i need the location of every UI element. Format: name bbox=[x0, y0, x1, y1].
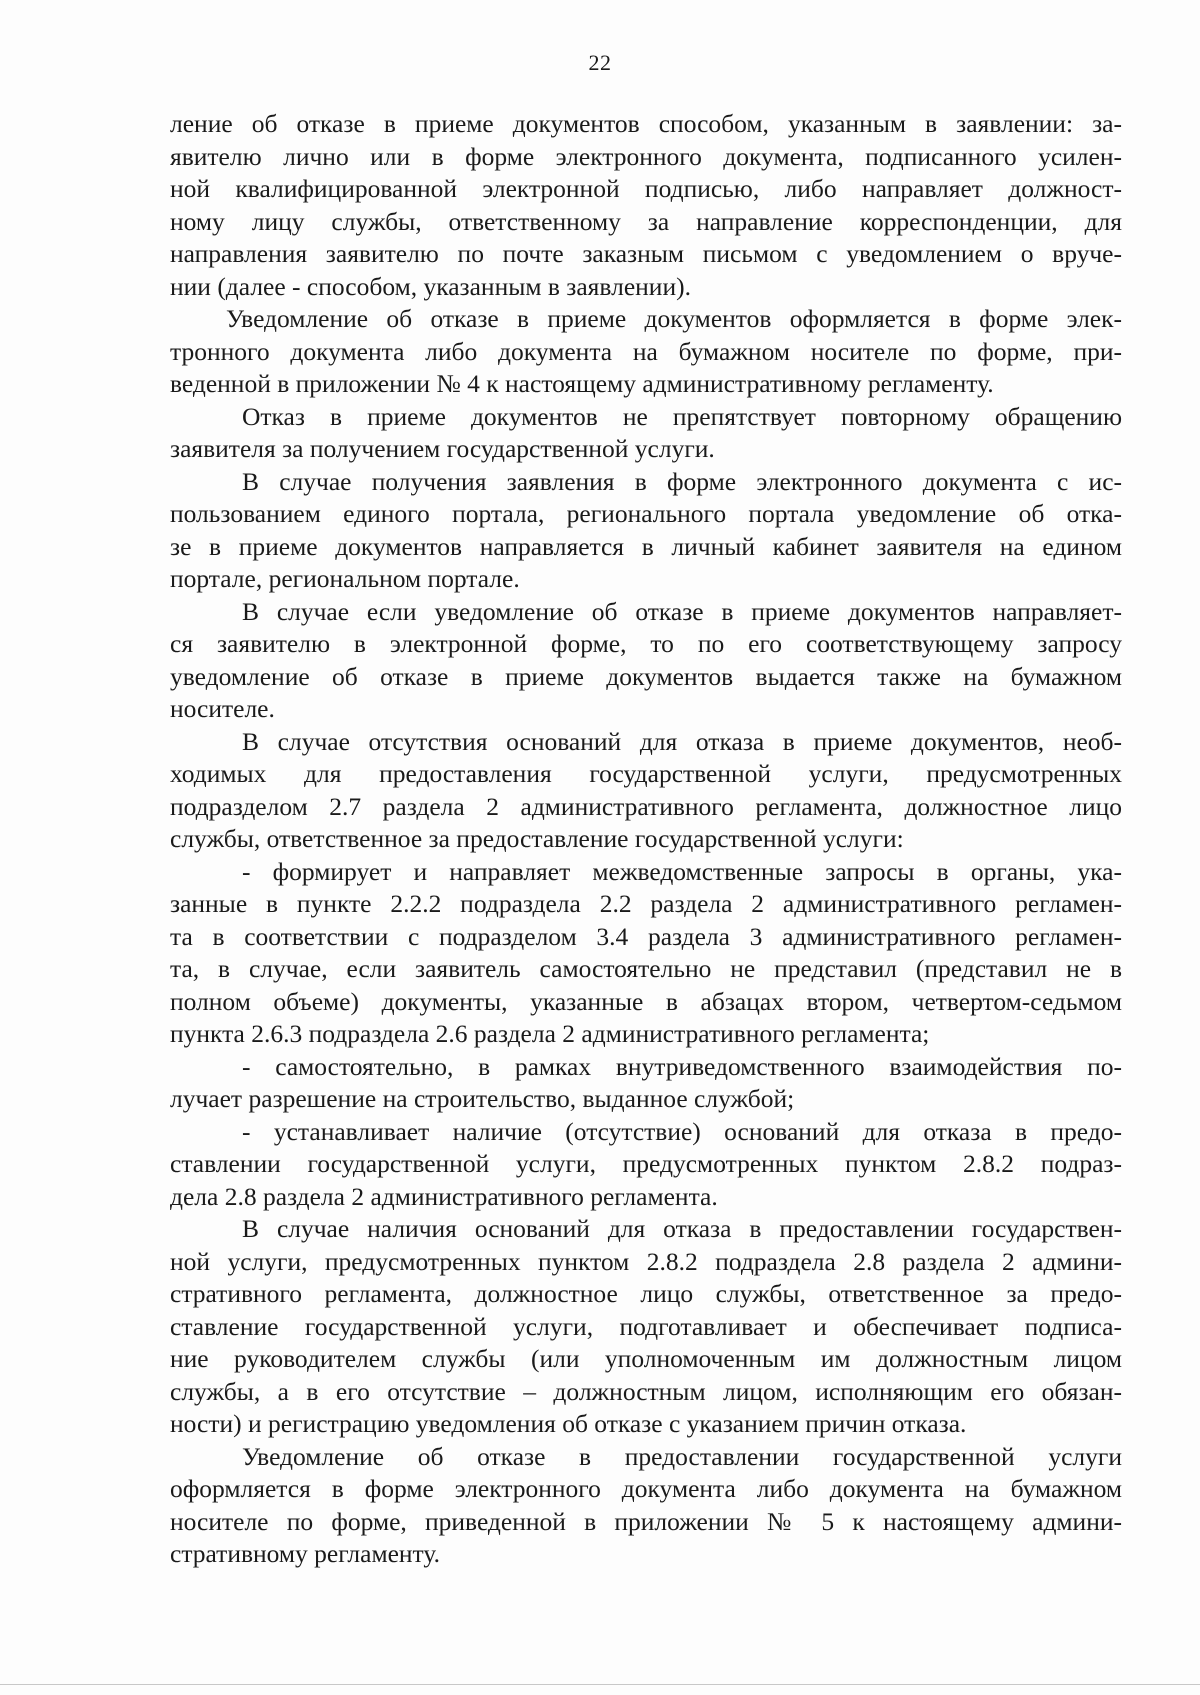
text-line: явителю лично или в форме электронного документа, подписанного усилен- bbox=[170, 141, 1122, 171]
text-line: зе в приеме документов направляется в личный кабинет заявителя на едином bbox=[170, 531, 1122, 561]
text-line: ной квалифицированной электронной подписью, либо направляет должност- bbox=[170, 174, 1122, 203]
text-line: службы, ответственное за предоставление государственной услуги: bbox=[170, 824, 904, 853]
text-line: - устанавливает наличие (отсутствие) оснований для отказа в предо- bbox=[242, 1116, 1122, 1146]
text-line: нии (далее - способом, указанным в заявлении). bbox=[170, 271, 691, 301]
text-line: В случае отсутствия оснований для отказа в приеме документов, необ- bbox=[242, 726, 1122, 756]
text-line: ной услуги, предусмотренных пунктом 2.8.2 подраздела 2.8 раздела 2 админи- bbox=[170, 1246, 1122, 1276]
text-line: Уведомление об отказе в предоставлении государственной услуги bbox=[242, 1441, 1122, 1471]
text-line: полном объеме) документы, указанные в абзацах втором, четвертом-седьмом bbox=[170, 986, 1122, 1016]
text-line: ставление государственной услуги, подготавливает и обеспечивает подписа- bbox=[170, 1311, 1122, 1341]
text-line: ние руководителем службы (или уполномоченным им должностным лицом bbox=[170, 1344, 1122, 1373]
text-line: портале, региональном портале. bbox=[170, 564, 520, 593]
text-line: В случае наличия оснований для отказа в предоставлении государствен- bbox=[242, 1214, 1122, 1243]
text-line: службы, а в его отсутствие – должностным лицом, исполняющим его обязан- bbox=[170, 1376, 1122, 1406]
text-line: подразделом 2.7 раздела 2 административного регламента, должностное лицо bbox=[170, 791, 1122, 821]
text-line: направления заявителю по почте заказным письмом с уведомлением о вруче- bbox=[170, 239, 1122, 268]
text-line: заявителя за получением государственной услуги. bbox=[170, 434, 715, 463]
text-line: оформляется в форме электронного документа либо документа на бумажном bbox=[170, 1474, 1122, 1503]
text-line: стративному регламенту. bbox=[170, 1539, 440, 1568]
text-line: ности) и регистрацию уведомления об отказе с указанием причин отказа. bbox=[170, 1409, 967, 1438]
text-line: лучает разрешение на строительство, выданное службой; bbox=[170, 1084, 795, 1113]
page-number: 22 bbox=[588, 50, 612, 75]
text-line: ному лицу службы, ответственному за направление корреспонденции, для bbox=[170, 206, 1122, 236]
text-line: ставлении государственной услуги, предусмотренных пунктом 2.8.2 подраз- bbox=[170, 1149, 1122, 1178]
text-line: дела 2.8 раздела 2 административного регламента. bbox=[170, 1181, 718, 1211]
document-body bbox=[170, 108, 1122, 1571]
scan-edge-line bbox=[0, 1684, 1200, 1685]
text-line: стративного регламента, должностное лицо службы, ответственное за предо- bbox=[170, 1279, 1122, 1308]
text-line: В случае если уведомление об отказе в приеме документов направляет- bbox=[242, 596, 1122, 626]
text-line: Отказ в приеме документов не препятствует повторному обращению bbox=[242, 401, 1122, 431]
text-line: уведомление об отказе в приеме документов выдается также на бумажном bbox=[170, 661, 1122, 691]
text-line: - самостоятельно, в рамках внутриведомственного взаимодействия по- bbox=[242, 1051, 1122, 1081]
text-line: носителе. bbox=[170, 694, 275, 723]
text-line: та, в случае, если заявитель самостоятельно не представил (представил не в bbox=[170, 954, 1122, 983]
text-line: - формирует и направляет межведомственные запросы в органы, ука- bbox=[242, 856, 1122, 886]
text-line: В случае получения заявления в форме электронного документа с ис- bbox=[242, 466, 1122, 496]
text-line: Уведомление об отказе в приеме документов оформляется в форме элек- bbox=[226, 304, 1122, 333]
text-line: занные в пункте 2.2.2 подраздела 2.2 раздела 2 административного регламен- bbox=[170, 889, 1122, 918]
text-line: ление об отказе в приеме документов способом, указанным в заявлении: за- bbox=[170, 109, 1122, 138]
text-line: пункта 2.6.3 подраздела 2.6 раздела 2 административного регламента; bbox=[170, 1019, 930, 1048]
text-line: ходимых для предоставления государственной услуги, предусмотренных bbox=[170, 759, 1122, 788]
text-line: носителе по форме, приведенной в приложении № 5 к настоящему админи- bbox=[170, 1506, 1122, 1536]
text-line: веденной в приложении № 4 к настоящему административному регламенту. bbox=[170, 369, 994, 398]
text-line: ся заявителю в электронной форме, то по его соответствующему запросу bbox=[170, 629, 1122, 658]
text-line: та в соответствии с подразделом 3.4 раздела 3 административного регламен- bbox=[170, 921, 1122, 951]
text-line: тронного документа либо документа на бумажном носителе по форме, при- bbox=[170, 336, 1122, 366]
text-line: пользованием единого портала, регионального портала уведомление об отка- bbox=[170, 499, 1122, 528]
